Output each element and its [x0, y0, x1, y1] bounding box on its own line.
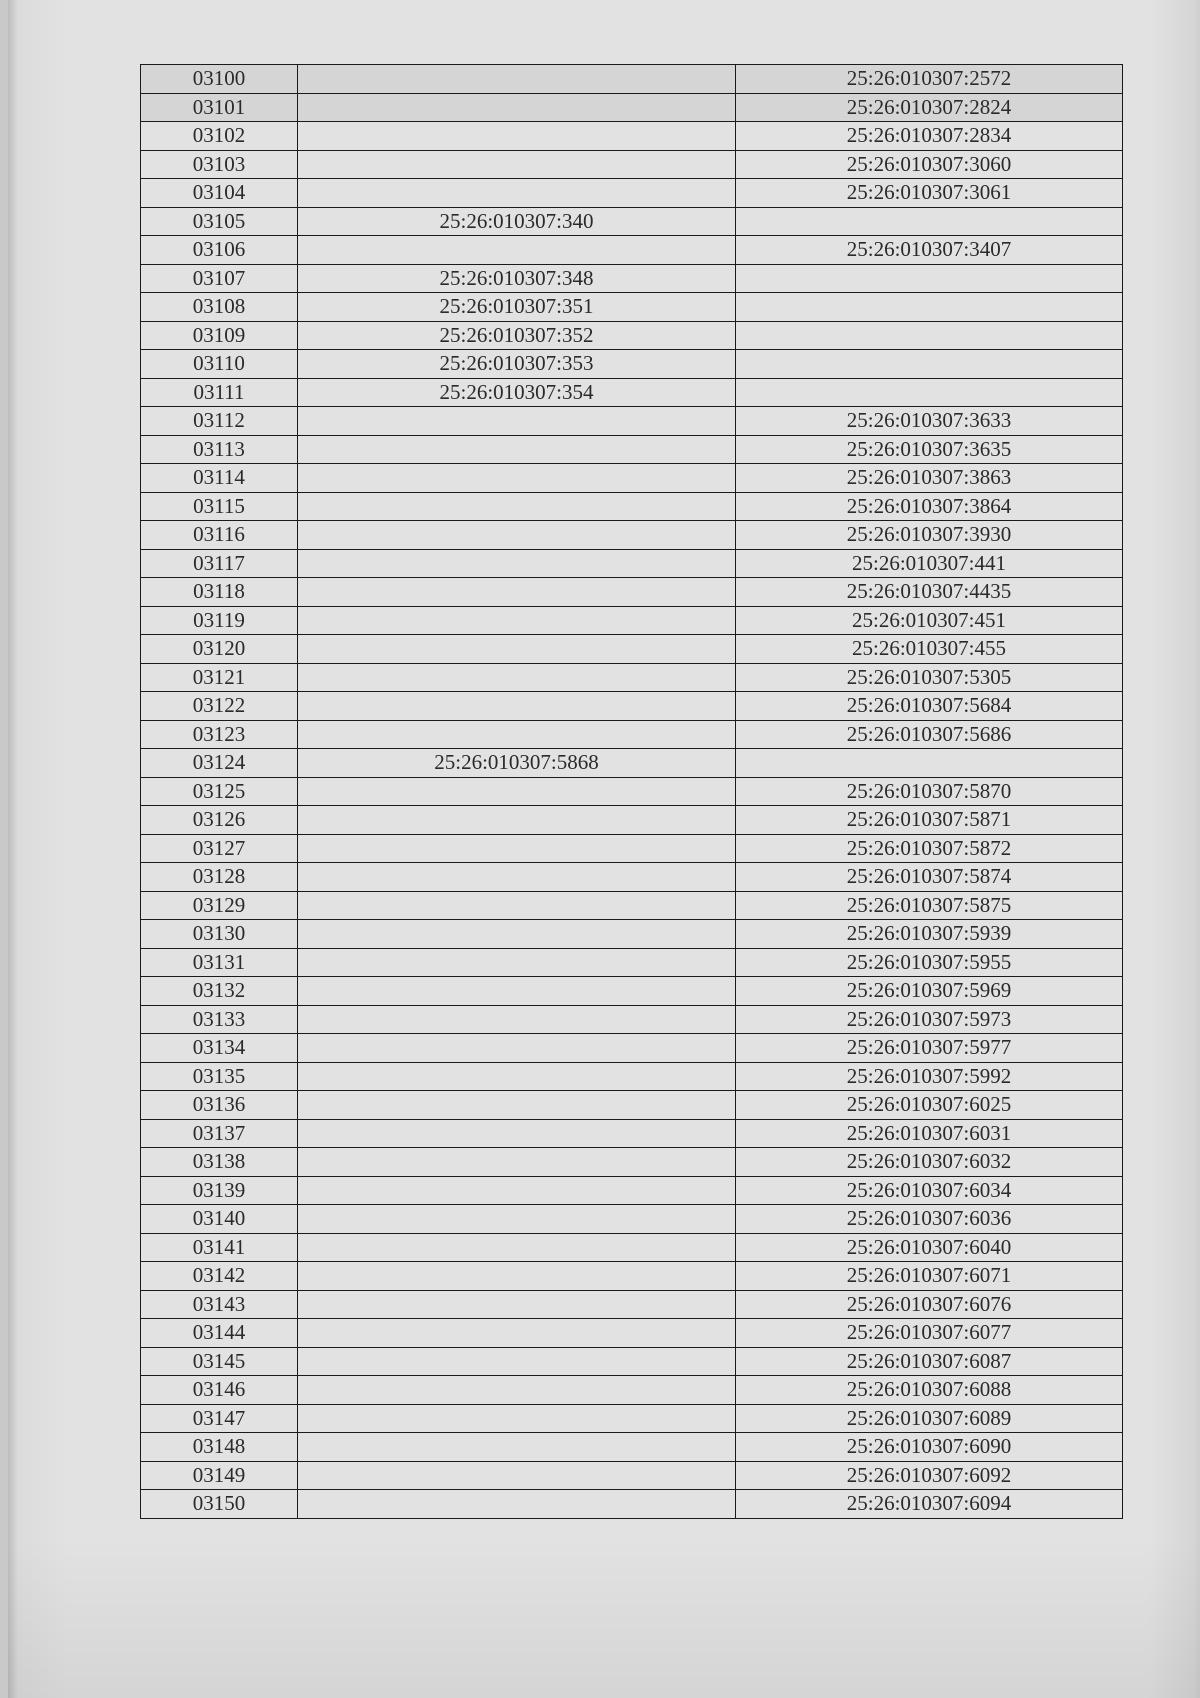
cadastral-number-cell-b: 25:26:010307:5872 [736, 834, 1123, 863]
cadastral-number-cell-a: 25:26:010307:352 [298, 321, 736, 350]
row-number-cell: 03118 [141, 578, 298, 607]
cadastral-number-cell-a [298, 1319, 736, 1348]
cadastral-number-cell-b: 25:26:010307:6031 [736, 1119, 1123, 1148]
cadastral-number-cell-b: 25:26:010307:5992 [736, 1062, 1123, 1091]
cadastral-number-cell-a [298, 1490, 736, 1519]
row-number-cell: 03119 [141, 606, 298, 635]
table-row [141, 1205, 1123, 1234]
cadastral-number-cell-b: 25:26:010307:5955 [736, 948, 1123, 977]
cadastral-number-cell-b [736, 293, 1123, 322]
cadastral-number-cell-b: 25:26:010307:451 [736, 606, 1123, 635]
row-number-cell: 03131 [141, 948, 298, 977]
cadastral-number-cell-a [298, 606, 736, 635]
cadastral-number-cell-a [298, 578, 736, 607]
table-row [141, 321, 1123, 350]
cadastral-number-cell-a [298, 1005, 736, 1034]
table-row [141, 1262, 1123, 1291]
table-row [141, 749, 1123, 778]
cadastral-number-cell-a [298, 663, 736, 692]
cadastral-number-cell-b: 25:26:010307:5684 [736, 692, 1123, 721]
cadastral-number-cell-a [298, 920, 736, 949]
cadastral-number-cell-b: 25:26:010307:3863 [736, 464, 1123, 493]
row-number-cell: 03139 [141, 1176, 298, 1205]
table-row [141, 720, 1123, 749]
table-row [141, 1034, 1123, 1063]
cadastral-number-cell-b: 25:26:010307:6094 [736, 1490, 1123, 1519]
row-number-cell: 03106 [141, 236, 298, 265]
cadastral-number-cell-a [298, 1347, 736, 1376]
cadastral-number-cell-b: 25:26:010307:6025 [736, 1091, 1123, 1120]
cadastral-number-cell-a [298, 977, 736, 1006]
cadastral-number-cell-b: 25:26:010307:4435 [736, 578, 1123, 607]
cadastral-number-cell-b [736, 207, 1123, 236]
table-row [141, 635, 1123, 664]
table-row [141, 1376, 1123, 1405]
cadastral-number-cell-a [298, 179, 736, 208]
cadastral-number-cell-a [298, 492, 736, 521]
table-row [141, 407, 1123, 436]
row-number-cell: 03134 [141, 1034, 298, 1063]
row-number-cell: 03137 [141, 1119, 298, 1148]
cadastral-number-cell-a [298, 93, 736, 122]
table-row [141, 1233, 1123, 1262]
cadastral-number-cell-b: 25:26:010307:6089 [736, 1404, 1123, 1433]
row-number-cell: 03102 [141, 122, 298, 151]
table-row [141, 1148, 1123, 1177]
cadastral-number-cell-a [298, 1119, 736, 1148]
row-number-cell: 03144 [141, 1319, 298, 1348]
cadastral-number-cell-a [298, 1148, 736, 1177]
table-row [141, 1490, 1123, 1519]
cadastral-number-cell-a [298, 1376, 736, 1405]
cadastral-number-cell-b: 25:26:010307:5874 [736, 863, 1123, 892]
row-number-cell: 03138 [141, 1148, 298, 1177]
cadastral-number-cell-b: 25:26:010307:6092 [736, 1461, 1123, 1490]
cadastral-number-cell-b: 25:26:010307:6071 [736, 1262, 1123, 1291]
table-row [141, 207, 1123, 236]
row-number-cell: 03105 [141, 207, 298, 236]
row-number-cell: 03150 [141, 1490, 298, 1519]
row-number-cell: 03107 [141, 264, 298, 293]
row-number-cell: 03115 [141, 492, 298, 521]
cadastral-number-cell-b: 25:26:010307:5305 [736, 663, 1123, 692]
table-row [141, 1461, 1123, 1490]
table-row [141, 65, 1123, 94]
cadastral-number-cell-a [298, 1091, 736, 1120]
cadastral-number-cell-a: 25:26:010307:348 [298, 264, 736, 293]
row-number-cell: 03103 [141, 150, 298, 179]
table-row [141, 464, 1123, 493]
cadastral-number-cell-a [298, 1461, 736, 1490]
row-number-cell: 03142 [141, 1262, 298, 1291]
cadastral-number-cell-b: 25:26:010307:3060 [736, 150, 1123, 179]
cadastral-number-cell-b: 25:26:010307:5686 [736, 720, 1123, 749]
row-number-cell: 03127 [141, 834, 298, 863]
table-row [141, 692, 1123, 721]
table-row [141, 863, 1123, 892]
table-body [141, 65, 1123, 1519]
cadastral-number-cell-b: 25:26:010307:6077 [736, 1319, 1123, 1348]
cadastral-number-cell-b: 25:26:010307:3930 [736, 521, 1123, 550]
cadastral-number-cell-a [298, 863, 736, 892]
cadastral-number-cell-a [298, 834, 736, 863]
table-row [141, 435, 1123, 464]
scanned-page [8, 0, 1200, 1698]
row-number-cell: 03149 [141, 1461, 298, 1490]
row-number-cell: 03146 [141, 1376, 298, 1405]
table-row [141, 1005, 1123, 1034]
cadastral-number-cell-b: 25:26:010307:5870 [736, 777, 1123, 806]
cadastral-number-cell-b: 25:26:010307:5977 [736, 1034, 1123, 1063]
cadastral-number-cell-a: 25:26:010307:5868 [298, 749, 736, 778]
cadastral-number-cell-b: 25:26:010307:5969 [736, 977, 1123, 1006]
row-number-cell: 03128 [141, 863, 298, 892]
cadastral-number-cell-a [298, 65, 736, 94]
cadastral-number-cell-b [736, 350, 1123, 379]
cadastral-number-cell-a: 25:26:010307:353 [298, 350, 736, 379]
row-number-cell: 03133 [141, 1005, 298, 1034]
cadastral-number-cell-b: 25:26:010307:6088 [736, 1376, 1123, 1405]
cadastral-number-cell-b: 25:26:010307:3864 [736, 492, 1123, 521]
table-row [141, 93, 1123, 122]
table-row [141, 179, 1123, 208]
table-row [141, 806, 1123, 835]
table-row [141, 834, 1123, 863]
cadastral-number-cell-a: 25:26:010307:351 [298, 293, 736, 322]
cadastral-number-cell-a [298, 1404, 736, 1433]
row-number-cell: 03122 [141, 692, 298, 721]
table-row [141, 891, 1123, 920]
cadastral-number-cell-b: 25:26:010307:455 [736, 635, 1123, 664]
cadastral-number-cell-b [736, 749, 1123, 778]
row-number-cell: 03135 [141, 1062, 298, 1091]
cadastral-number-cell-b: 25:26:010307:5871 [736, 806, 1123, 835]
cadastral-number-cell-b: 25:26:010307:2834 [736, 122, 1123, 151]
cadastral-number-table [140, 64, 1123, 1519]
cadastral-number-cell-a [298, 1262, 736, 1291]
table-row [141, 578, 1123, 607]
table-row [141, 1062, 1123, 1091]
row-number-cell: 03100 [141, 65, 298, 94]
row-number-cell: 03148 [141, 1433, 298, 1462]
row-number-cell: 03145 [141, 1347, 298, 1376]
table-row [141, 521, 1123, 550]
cadastral-number-cell-a [298, 464, 736, 493]
cadastral-number-cell-b: 25:26:010307:3061 [736, 179, 1123, 208]
cadastral-number-cell-b: 25:26:010307:5875 [736, 891, 1123, 920]
cadastral-number-cell-b: 25:26:010307:441 [736, 549, 1123, 578]
cadastral-number-cell-a [298, 150, 736, 179]
row-number-cell: 03120 [141, 635, 298, 664]
cadastral-number-cell-a [298, 122, 736, 151]
cadastral-number-cell-b [736, 378, 1123, 407]
row-number-cell: 03101 [141, 93, 298, 122]
cadastral-number-cell-a [298, 635, 736, 664]
table-row [141, 378, 1123, 407]
cadastral-number-cell-a [298, 435, 736, 464]
cadastral-number-cell-b: 25:26:010307:2824 [736, 93, 1123, 122]
table-row [141, 1119, 1123, 1148]
table-row [141, 1176, 1123, 1205]
cadastral-number-cell-a [298, 1233, 736, 1262]
table-row [141, 293, 1123, 322]
row-number-cell: 03112 [141, 407, 298, 436]
cadastral-number-cell-a [298, 521, 736, 550]
row-number-cell: 03132 [141, 977, 298, 1006]
table-row [141, 948, 1123, 977]
cadastral-number-cell-b: 25:26:010307:6076 [736, 1290, 1123, 1319]
row-number-cell: 03140 [141, 1205, 298, 1234]
row-number-cell: 03116 [141, 521, 298, 550]
row-number-cell: 03111 [141, 378, 298, 407]
row-number-cell: 03147 [141, 1404, 298, 1433]
cadastral-number-cell-b: 25:26:010307:6036 [736, 1205, 1123, 1234]
cadastral-number-cell-a [298, 236, 736, 265]
row-number-cell: 03124 [141, 749, 298, 778]
row-number-cell: 03108 [141, 293, 298, 322]
row-number-cell: 03121 [141, 663, 298, 692]
table-row [141, 1433, 1123, 1462]
row-number-cell: 03129 [141, 891, 298, 920]
cadastral-number-cell-b: 25:26:010307:2572 [736, 65, 1123, 94]
table-row [141, 150, 1123, 179]
cadastral-number-cell-b: 25:26:010307:3633 [736, 407, 1123, 436]
table-row [141, 1404, 1123, 1433]
table-row [141, 492, 1123, 521]
cadastral-number-cell-a [298, 692, 736, 721]
table-row [141, 1347, 1123, 1376]
table-row [141, 1319, 1123, 1348]
table-row [141, 663, 1123, 692]
cadastral-number-cell-b: 25:26:010307:6040 [736, 1233, 1123, 1262]
cadastral-number-cell-b [736, 264, 1123, 293]
cadastral-number-cell-b: 25:26:010307:5939 [736, 920, 1123, 949]
cadastral-number-cell-b [736, 321, 1123, 350]
cadastral-number-cell-a [298, 720, 736, 749]
row-number-cell: 03126 [141, 806, 298, 835]
cadastral-number-cell-a [298, 948, 736, 977]
row-number-cell: 03130 [141, 920, 298, 949]
cadastral-number-cell-a [298, 891, 736, 920]
table-row [141, 777, 1123, 806]
row-number-cell: 03136 [141, 1091, 298, 1120]
cadastral-number-cell-a [298, 549, 736, 578]
cadastral-number-cell-a [298, 1205, 736, 1234]
table-row [141, 606, 1123, 635]
cadastral-number-cell-a [298, 1433, 736, 1462]
row-number-cell: 03104 [141, 179, 298, 208]
cadastral-number-cell-b: 25:26:010307:6087 [736, 1347, 1123, 1376]
table-row [141, 920, 1123, 949]
row-number-cell: 03110 [141, 350, 298, 379]
cadastral-number-cell-a [298, 1176, 736, 1205]
row-number-cell: 03141 [141, 1233, 298, 1262]
row-number-cell: 03143 [141, 1290, 298, 1319]
table-row [141, 1091, 1123, 1120]
table-row [141, 122, 1123, 151]
table-row [141, 977, 1123, 1006]
cadastral-number-cell-a [298, 1034, 736, 1063]
row-number-cell: 03113 [141, 435, 298, 464]
cadastral-number-cell-b: 25:26:010307:6034 [736, 1176, 1123, 1205]
table-row [141, 549, 1123, 578]
table-row [141, 1290, 1123, 1319]
row-number-cell: 03125 [141, 777, 298, 806]
cadastral-number-cell-b: 25:26:010307:3635 [736, 435, 1123, 464]
row-number-cell: 03123 [141, 720, 298, 749]
cadastral-number-cell-b: 25:26:010307:6032 [736, 1148, 1123, 1177]
table-row [141, 236, 1123, 265]
cadastral-number-cell-b: 25:26:010307:3407 [736, 236, 1123, 265]
cadastral-number-cell-a [298, 407, 736, 436]
table-row [141, 264, 1123, 293]
cadastral-number-cell-a: 25:26:010307:354 [298, 378, 736, 407]
cadastral-number-cell-a [298, 806, 736, 835]
cadastral-number-cell-a [298, 777, 736, 806]
cadastral-number-cell-a: 25:26:010307:340 [298, 207, 736, 236]
cadastral-number-cell-b: 25:26:010307:6090 [736, 1433, 1123, 1462]
row-number-cell: 03114 [141, 464, 298, 493]
cadastral-number-cell-a [298, 1062, 736, 1091]
cadastral-number-cell-a [298, 1290, 736, 1319]
row-number-cell: 03117 [141, 549, 298, 578]
row-number-cell: 03109 [141, 321, 298, 350]
table-row [141, 350, 1123, 379]
cadastral-number-cell-b: 25:26:010307:5973 [736, 1005, 1123, 1034]
